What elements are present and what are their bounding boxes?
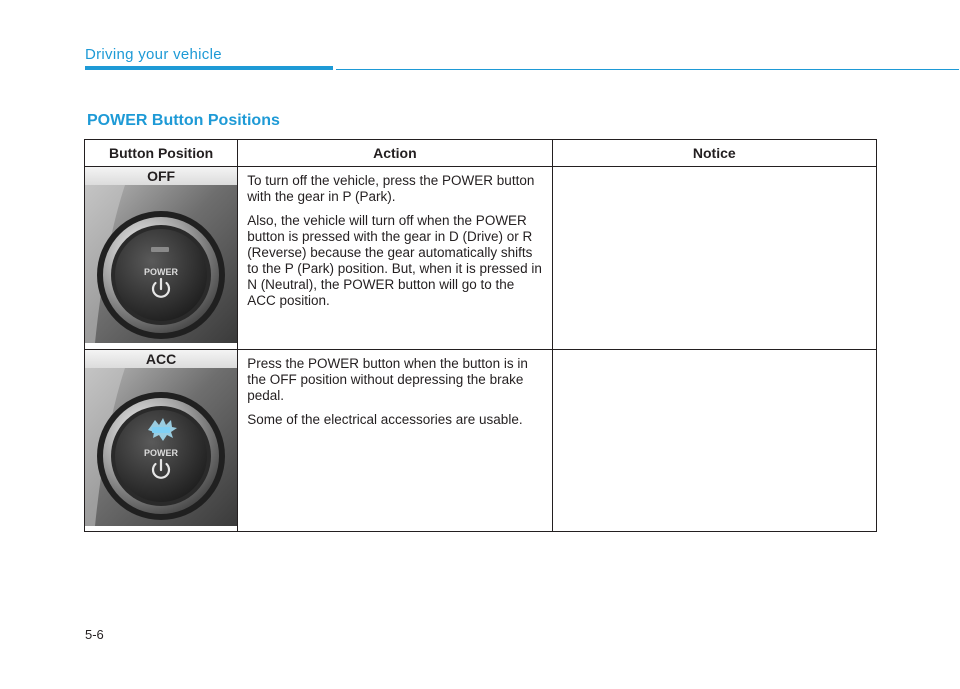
table-row-off	[85, 167, 877, 350]
action-text-acc-2: Some of the electrical accessories are usable.	[247, 412, 523, 427]
header-button-position: Button Position	[85, 140, 238, 167]
section-header-title: Driving your vehicle	[85, 46, 222, 63]
position-label-off: OFF	[85, 167, 237, 185]
indicator-off	[151, 247, 169, 252]
notice-cell-acc	[552, 350, 876, 532]
power-button-acc-image	[85, 368, 238, 526]
power-button-off-image	[85, 185, 238, 343]
action-text-off-2: Also, the vehicle will turn off when the POWER button is pressed with the gear in D (Drive) or R (Reverse) because the gear automatically shifts to the P (Park) position. But, when it is pressed in N (Neutral), the POWER button will go to the ACC position.	[247, 213, 542, 308]
position-cell-acc	[85, 350, 238, 532]
notice-cell-off	[552, 167, 876, 350]
header-action: Action	[238, 140, 552, 167]
header-notice: Notice	[552, 140, 876, 167]
action-text-acc-1: Press the POWER button when the button is in the OFF position without depressing the brake pedal.	[247, 356, 528, 403]
action-cell-acc	[238, 350, 552, 532]
header-rule-thin	[336, 69, 959, 70]
header-rule-thick	[85, 66, 333, 70]
button-text-acc: POWER	[143, 448, 179, 458]
table-row-acc	[85, 350, 877, 532]
table-title: POWER Button Positions	[87, 112, 280, 129]
power-button-positions-table	[84, 139, 877, 532]
action-text-off-1: To turn off the vehicle, press the POWER button with the gear in P (Park).	[247, 173, 535, 204]
table-header-row	[85, 140, 877, 167]
position-cell-off	[85, 167, 238, 350]
button-text-off: POWER	[143, 267, 179, 277]
indicator-acc	[152, 427, 170, 433]
action-cell-off	[238, 167, 552, 350]
position-label-acc: ACC	[85, 350, 237, 368]
page-number: 5-6	[85, 627, 104, 642]
